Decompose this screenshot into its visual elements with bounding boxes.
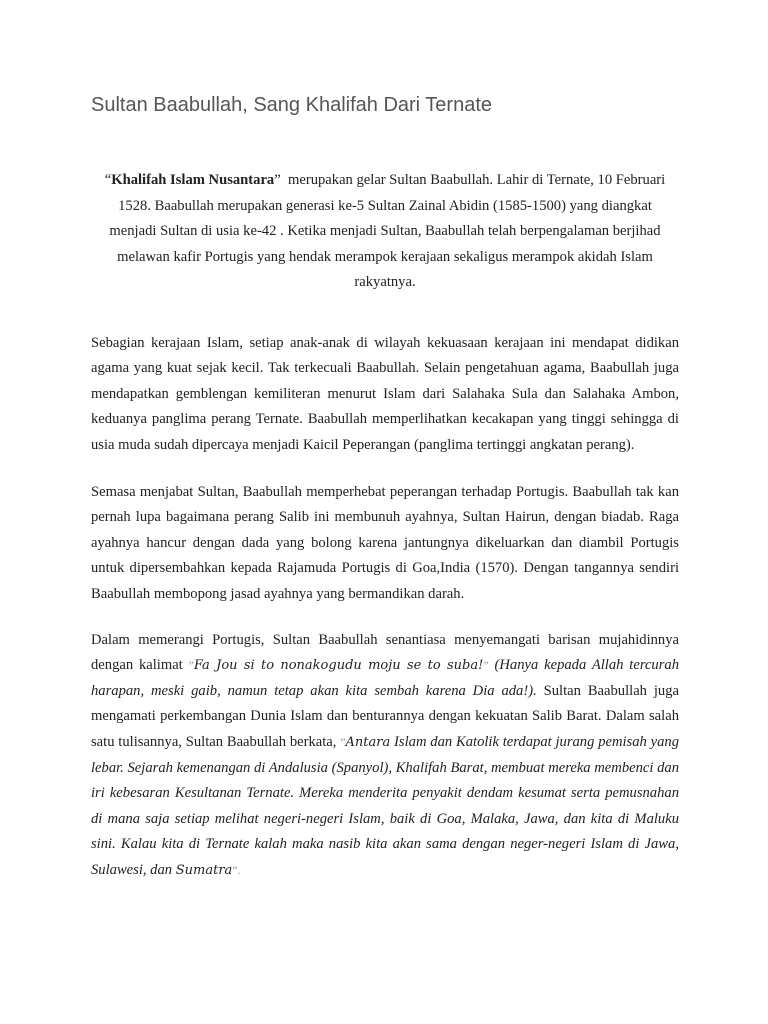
- quote2-body: Islam dan Katolik terdapat jurang pemisah yang lebar. Sejarah kemenangan di Andalusia (Spanyol), Khalifah Barat, membuat mereka membenci dan iri kebesaran Kesultanan Ternate. Mereka menderita penyakit dendam kesumat serta pemusnahan di mana saja setiap melihat negeri-negeri Islam, baik di Goa, Malaka, Jawa, dan kita di Maluku sini. Kalau kita di Ternate kalah maka nasib kita akan sama dengan neger-negeri Islam di Jawa, Sulawesi, dan: [91, 733, 680, 878]
- para3-part1: Dalam memerangi Portugis, Sultan Baabullah senantiasa menyemangati barisan mujahidinnya dengan kalimat: [91, 631, 679, 674]
- bold-term: Khalifah Islam Nusantara: [111, 172, 275, 188]
- quote2-open-mark: ”: [340, 734, 346, 749]
- intro-line-1-rest: merupakan gelar Sultan Baabullah. Lahir di Ternate, 10 Februari: [280, 172, 666, 188]
- paragraph-war: Semasa menjabat Sultan, Baabullah memperhebat peperangan terhadap Portugis. Baabullah tak kan pernah lupa bagaimana perang Salib ini membunuh ayahnya, Sultan Hairun, dengan biadab. Raga ayahnya hancur dengan dada yang bolong karena jantungnya dikeluarkan dan diambil Portugis untuk dipersembahkan kepada Rajamuda Portugis di Goa,India (1570). Dengan tangannya sendiri Baabullah membopong jasad ayahnya yang bermandikan darah.: [91, 483, 679, 602]
- intro-line-2: 1528. Baabullah merupakan generasi ke-5 Sultan Zainal Abidin (1585-1500) yang diangkat: [118, 197, 652, 214]
- paragraph-education: Sebagian kerajaan Islam, setiap anak-anak di wilayah kekuasaan kerajaan ini mendapat didikan agama yang kuat sejak kecil. Tak terkecuali Baabullah. Selain pengetahuan agama, Baabullah juga mendapatkan gemblengan kemiliteran menurut Islam dari Salahaka Sula dan Salahaka Ambon, keduanya panglima perang Ternate. Baabullah memperlihatkan kecakapan yang tinggi sehingga di usia muda sudah dipercaya menjadi Kaicil Peperangan (panglima tertinggi angkatan perang).: [91, 334, 679, 453]
- intro-line-4: melawan kafir Portugis yang hendak merampok kerajaan sekaligus merampok akidah Islam: [117, 248, 653, 265]
- close-quote: ”: [274, 172, 281, 188]
- quote2-close-mark: ”.: [232, 862, 241, 877]
- quote2-start: Antara: [345, 734, 391, 750]
- page-title: Sultan Baabullah, Sang Khalifah Dari Ternate: [91, 94, 493, 116]
- translation-text: (Hanya kepada Allah tercurah harapan, meski gaib, namun tetap akan kita sembah karena Dia ada!).: [91, 657, 679, 699]
- quote1-open-mark: ”: [188, 658, 194, 673]
- open-quote: “: [104, 172, 112, 188]
- intro-line-3: menjadi Sultan di usia ke-42 . Ketika menjadi Sultan, Baabullah telah berpengalaman berjihad: [109, 223, 661, 240]
- quote2-end: Sumatra: [175, 862, 233, 878]
- quote1-text: Fa Jou si to nonakogudu moju se to suba!: [193, 658, 484, 674]
- paragraph-quotes: [91, 628, 679, 884]
- intro-line-5: rakyatnya.: [354, 274, 416, 291]
- quote1-close-mark: ”: [483, 658, 489, 673]
- intro-paragraph: [91, 168, 679, 296]
- para3-part2: Sultan Baabullah juga mengamati perkembangan Dunia Islam dan benturannya dengan kekuatan Salib Barat. Dalam salah satu tulisannya, Sultan Baabullah berkata,: [91, 682, 679, 750]
- intro-line-1: [91, 168, 679, 194]
